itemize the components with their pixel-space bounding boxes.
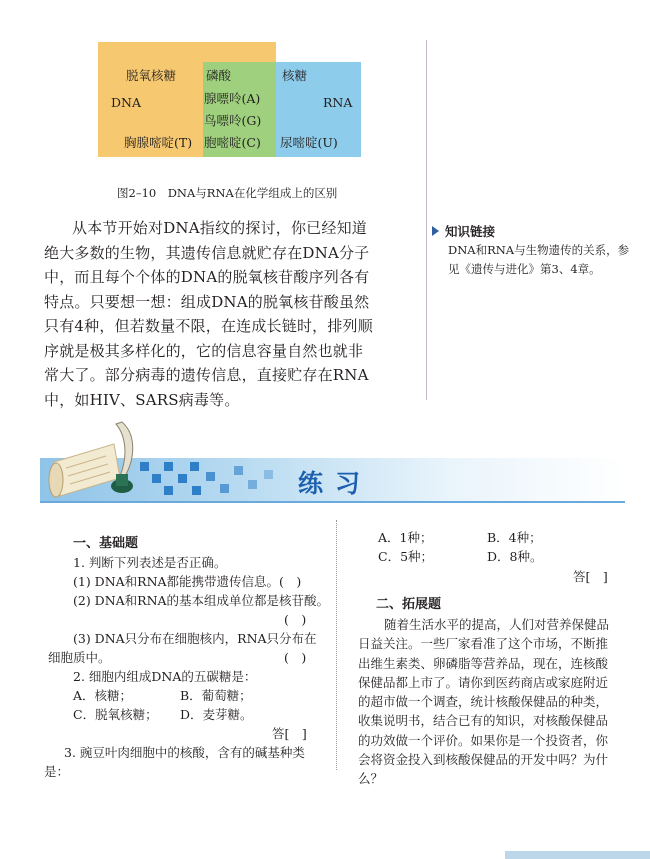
question-3-option-c: C．5种；	[378, 549, 434, 564]
rna-sugar-label: 核糖	[282, 68, 308, 83]
uracil-label: 尿嘧啶(U)	[280, 135, 338, 150]
scroll-quill-illustration	[44, 412, 144, 502]
body-paragraph: 从本节开始对DNA指纹的探讨，你已经知道绝大多数的生物，其遗传信息就贮存在DNA分子中，而且每个个体的DNA的脱氧核苷酸序列各有特点。只要想一想：组成DNA的脱氧核苷酸虽然只有4种，但若数量不限，在连成长链时，排列顺序就是极其多样化的，它的信息容量自然也就非常大了。部分病毒的遗传信息，直接贮存在RNA中，如HIV、SARS病毒等。	[44, 219, 373, 409]
question-3-line2: 是：	[44, 764, 70, 779]
adenine-label: 腺嘌呤(A)	[204, 91, 261, 106]
dna-label: DNA	[111, 95, 141, 110]
column-divider	[426, 40, 427, 400]
question-1-3-paren: ( )	[284, 650, 307, 665]
question-2-option-d: D．麦芽糖。	[180, 707, 253, 722]
cytosine-label: 胞嘧啶(C)	[204, 135, 261, 150]
question-1-3-line2: 细胞质中。	[48, 650, 111, 665]
figure-caption: 图2–10 DNA与RNA在化学组成上的区别	[117, 186, 338, 200]
pixel-squares-decoration	[140, 458, 290, 502]
question-1-1: (1) DNA和RNA都能携带遗传信息。( )	[73, 574, 302, 589]
footer-band	[505, 851, 650, 859]
question-1: 1. 判断下列表述是否正确。	[73, 555, 227, 570]
basic-section-title: 一、基础题	[73, 536, 139, 551]
question-2-option-b: B．葡萄糖；	[180, 688, 252, 703]
question-1-3-line1: (3) DNA只分布在细胞核内，RNA只分布在	[73, 631, 317, 646]
extension-paragraph: 随着生活水平的提高，人们对营养保健品日益关注。一些厂家看准了这个市场，不断推出维生素类、卵磷脂等营养品，现在，连核酸保健品都上市了。请你到医药商店或家庭附近的超市做一个调查，统计核酸保健品的种类，收集说明书，结合已有的知识，对核酸保健品的功效做一个评价。如果你是一个投资者，你会将资金投入到核酸保健品的开发中吗？为什么？	[358, 617, 610, 787]
question-3-line1: 3. 豌豆叶肉细胞中的核酸，含有的碱基种类	[64, 745, 305, 760]
exercise-column-divider	[336, 520, 337, 770]
guanine-label: 鸟嘌呤(G)	[204, 113, 262, 128]
phosphate-label: 磷酸	[206, 68, 232, 83]
question-2-option-a: A．核糖；	[73, 688, 133, 703]
question-2: 2. 细胞内组成DNA的五碳糖是：	[73, 669, 257, 684]
extension-section-title: 二、拓展题	[376, 597, 442, 612]
question-2-option-c: C．脱氧核糖；	[73, 707, 158, 722]
question-1-2-paren: ( )	[284, 612, 307, 627]
question-2-answer: 答[ ]	[272, 726, 307, 741]
question-3-option-b: B．4种；	[487, 530, 542, 545]
scroll-quill-icon	[44, 412, 144, 502]
rna-label: RNA	[323, 95, 353, 110]
question-3-answer: 答[ ]	[573, 569, 608, 584]
question-3-option-d: D．8种。	[487, 549, 543, 564]
dna-sugar-label: 脱氧核糖	[126, 68, 177, 83]
knowledge-link-sidebar	[432, 222, 632, 279]
question-3-option-a: A．1种；	[378, 530, 433, 545]
practice-title: 练习	[298, 469, 373, 498]
question-1-2: (2) DNA和RNA的基本组成单位都是核苷酸。	[73, 593, 330, 608]
triangle-pointer-icon	[432, 226, 439, 236]
thymine-label: 胸腺嘧啶(T)	[124, 135, 193, 150]
sidebar-title: 知识链接	[445, 224, 496, 239]
sidebar-text: DNA和RNA与生物遗传的关系，参见《遗传与进化》第3、4章。	[448, 243, 630, 276]
